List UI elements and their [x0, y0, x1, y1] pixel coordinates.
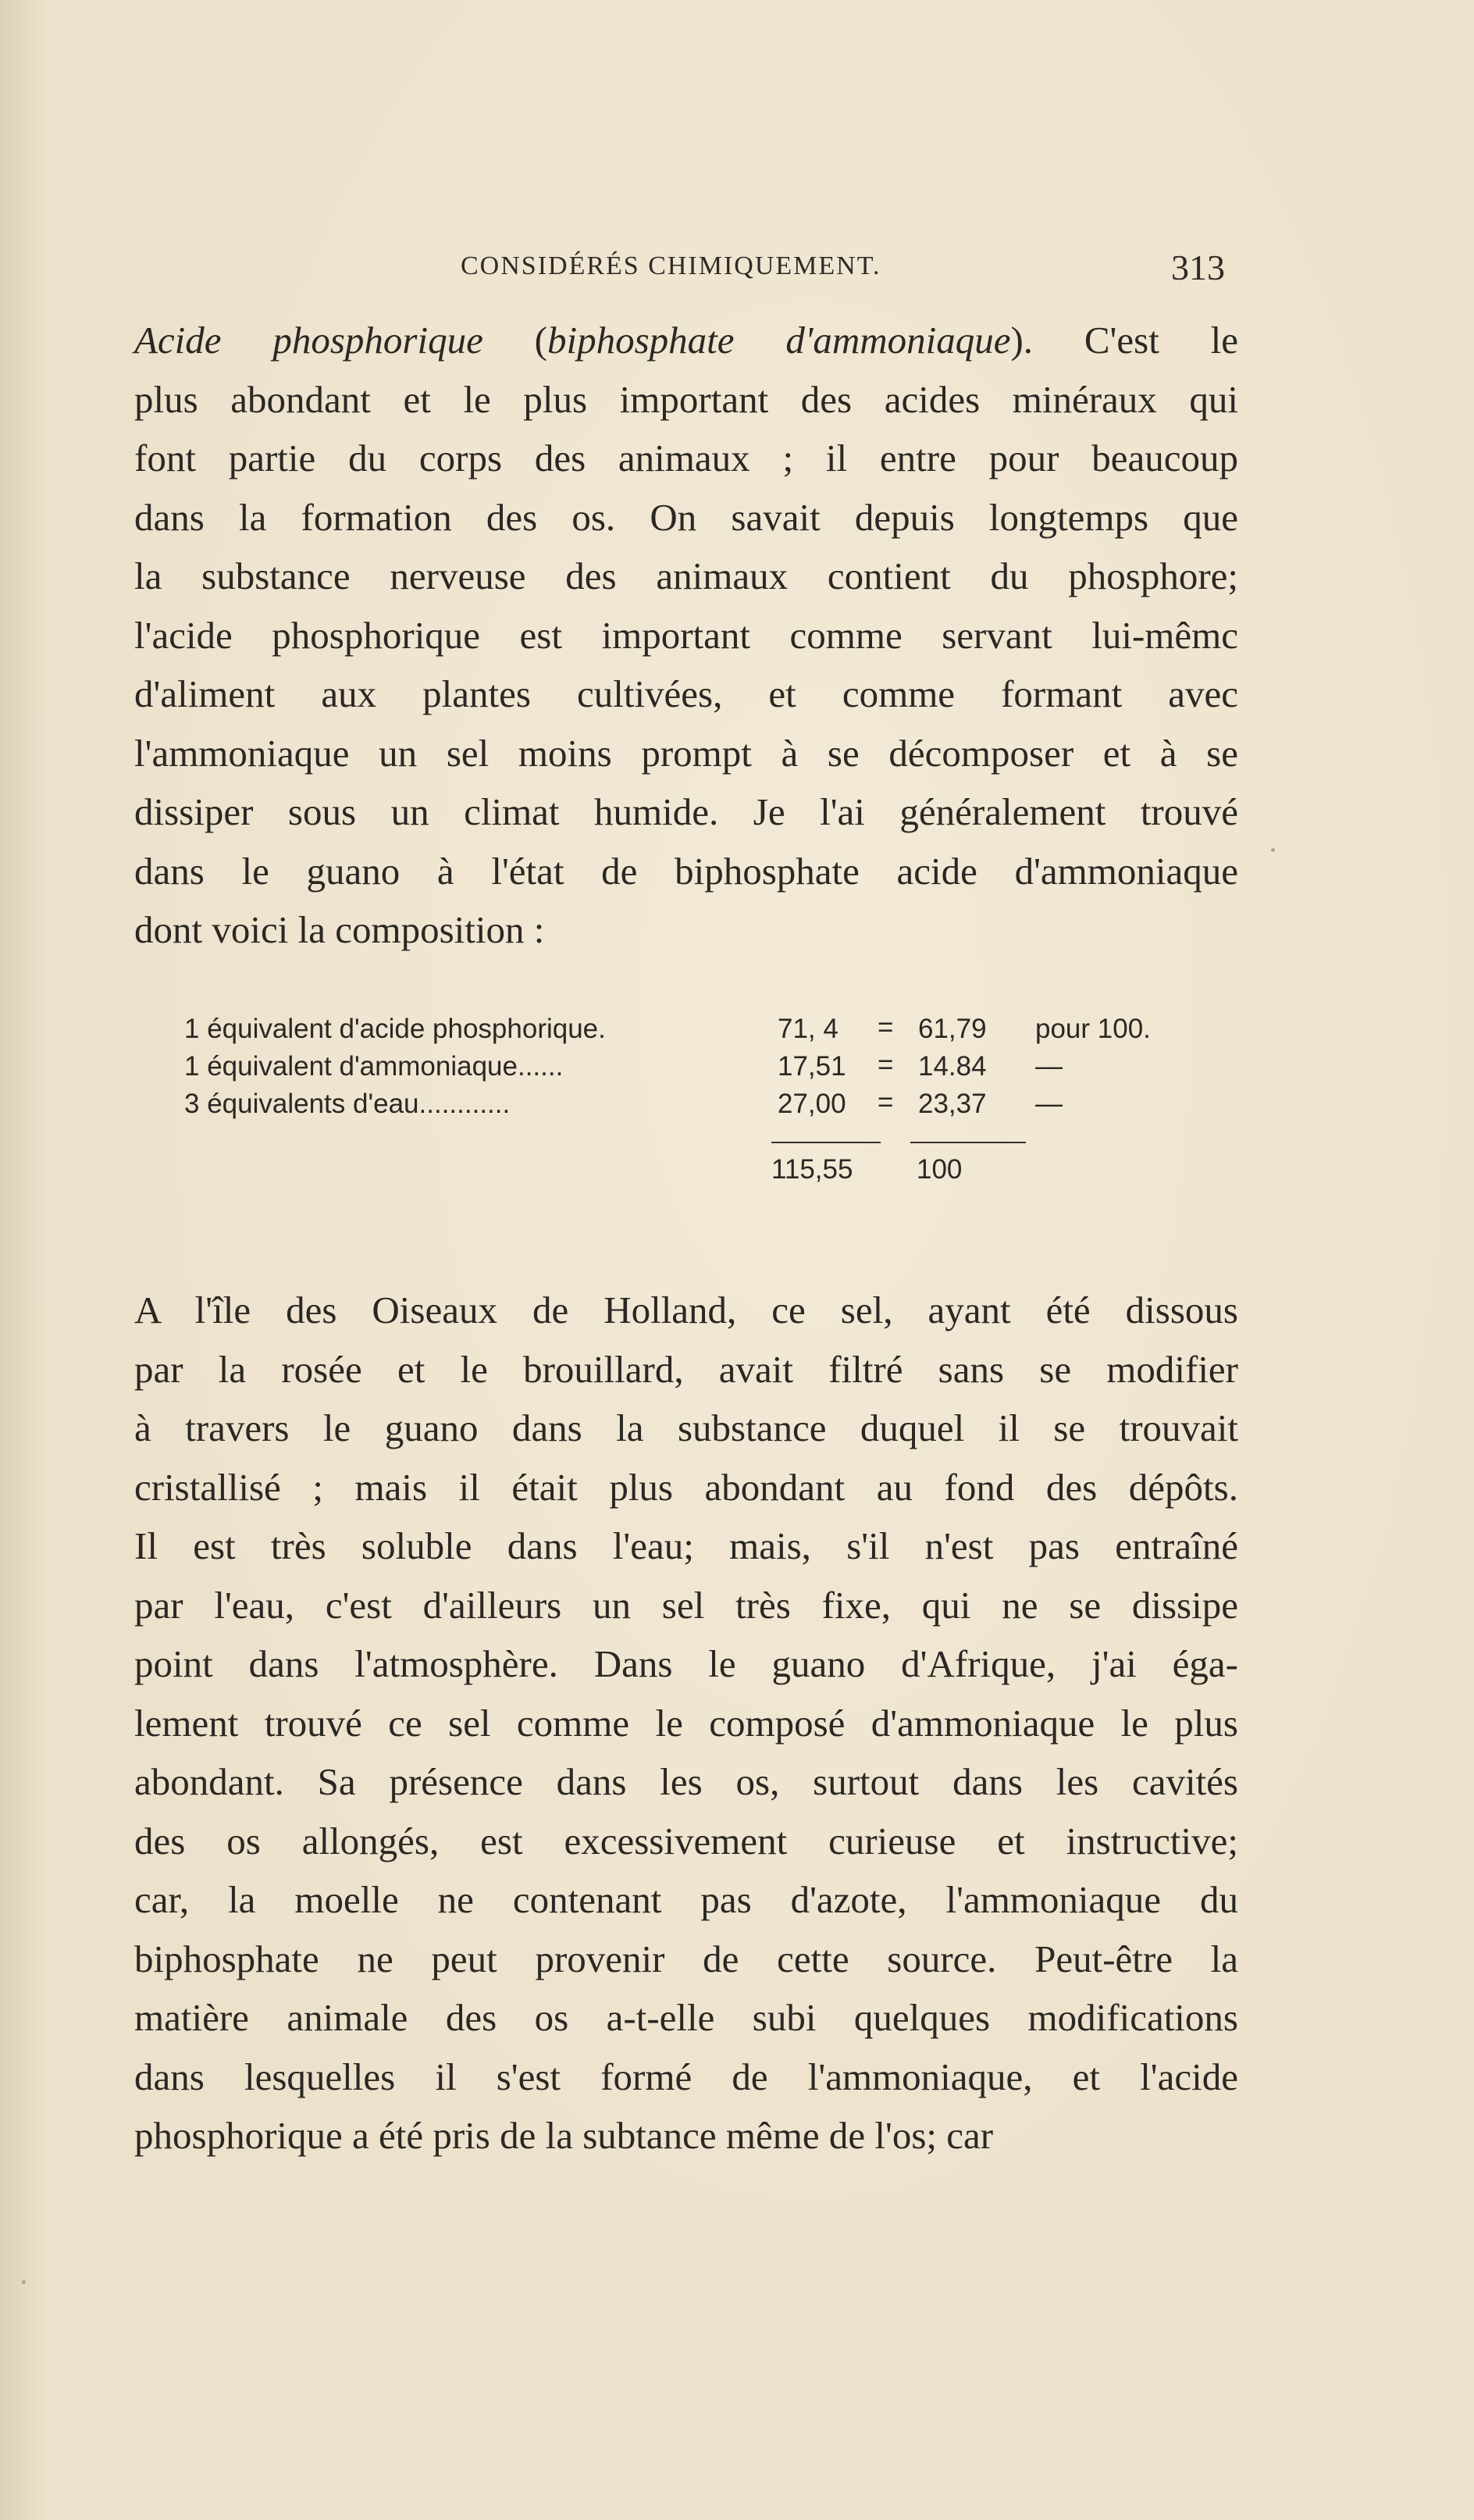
text-line: abondant. Sa présence dans les os, surtout dans les cavités [134, 1760, 1238, 1803]
component-value: 27,00 [778, 1089, 846, 1119]
component-label: 1 équivalent d'acide phosphorique. [184, 1014, 606, 1044]
component-percent: 23,37 [918, 1089, 987, 1119]
text-line: dans lesquelles il s'est formé de l'ammoniaque, et l'acide [134, 2055, 1238, 2098]
total-value: 115,55 [771, 1154, 853, 1185]
composition-total-row [184, 1142, 1199, 1192]
component-unit: — [1035, 1051, 1063, 1082]
text-line: par la rosée et le brouillard, avait filtré sans se modifier [134, 1347, 1238, 1391]
text-line: A l'île des Oiseaux de Holland, ce sel, ayant été dissous [134, 1289, 1238, 1331]
text-line: point dans l'atmosphère. Dans le guano d'Afrique, j'ai éga- [134, 1642, 1238, 1685]
page-number: 313 [1171, 248, 1225, 287]
composition-table [184, 1014, 1199, 1192]
text-line: des os allongés, est excessivement curieuse et instructive; [134, 1819, 1238, 1862]
component-label: 3 équivalents d'eau............ [184, 1089, 511, 1119]
text-line: biphosphate ne peut provenir de cette source. Peut-être la [134, 1937, 1238, 1980]
sum-rule [910, 1142, 1026, 1143]
paper-speck [22, 2280, 26, 2284]
component-value: 71, 4 [778, 1014, 838, 1044]
composition-row [184, 1014, 1199, 1051]
text-line: par l'eau, c'est d'ailleurs un sel très fixe, qui ne se dissipe [134, 1583, 1238, 1627]
text-line: cristallisé ; mais il était plus abondant au fond des dépôts. [134, 1465, 1238, 1509]
equals-sign: = [878, 1050, 894, 1080]
paragraph-ile-des-oiseaux [134, 1281, 1238, 2165]
component-unit: — [1035, 1089, 1063, 1119]
text-line: la substance nerveuse des animaux contient du phosphore; [134, 554, 1238, 597]
text-line: dans le guano à l'état de biphosphate acide d'ammoniaque [134, 849, 1238, 893]
sum-rule [771, 1142, 881, 1143]
text-fragment: ). C'est le [1010, 319, 1238, 362]
text-line: Il est très soluble dans l'eau; mais, s'il n'est pas entraîné [134, 1524, 1238, 1567]
text-line: matière animale des os a-t-elle subi quelques modifications [134, 1996, 1238, 2039]
text-line [134, 311, 1238, 370]
component-label: 1 équivalent d'ammoniaque...... [184, 1051, 564, 1082]
text-line: l'ammoniaque un sel moins prompt à se décomposer et à se [134, 731, 1238, 775]
total-percent: 100 [917, 1154, 963, 1185]
equals-sign: = [878, 1087, 894, 1117]
text-line: font partie du corps des animaux ; il entre pour beaucoup [134, 437, 1238, 479]
component-percent: 61,79 [918, 1014, 987, 1044]
composition-row [184, 1051, 1199, 1089]
text-line: dissiper sous un climat humide. Je l'ai généralement trouvé [134, 790, 1238, 833]
text-line: plus abondant et le plus important des acides minéraux qui [134, 377, 1238, 421]
component-percent: 14.84 [918, 1051, 987, 1082]
text-line: lement trouvé ce sel comme le composé d'ammoniaque le plus [134, 1701, 1238, 1745]
text-line: à travers le guano dans la substance duquel il se trouvait [134, 1406, 1238, 1449]
text-line: dont voici la composition : [134, 908, 545, 951]
text-line: car, la moelle ne contenant pas d'azote, l'ammoniaque du [134, 1878, 1238, 1921]
text-line: l'acide phosphorique est important comme servant lui-mêmc [134, 613, 1238, 657]
running-head [461, 248, 1241, 298]
equals-sign: = [878, 1012, 894, 1043]
italic-term: Acide phosphorique [134, 319, 483, 362]
running-head-title: CONSIDÉRÉS CHIMIQUEMENT. [461, 251, 881, 280]
paragraph-acide-phosphorique [134, 311, 1238, 960]
paper-speck [1271, 848, 1275, 852]
component-value: 17,51 [778, 1051, 846, 1082]
text-line: dans la formation des os. On savait depuis longtemps que [134, 495, 1238, 539]
text-line: d'aliment aux plantes cultivées, et comme formant avec [134, 672, 1238, 715]
text-line: phosphorique a été pris de la subtance même de l'os; car [134, 2114, 994, 2157]
component-unit: pour 100. [1035, 1014, 1151, 1044]
italic-term: biphosphate d'ammoniaque [547, 319, 1011, 362]
composition-row [184, 1089, 1199, 1126]
text-fragment: ( [482, 319, 547, 362]
